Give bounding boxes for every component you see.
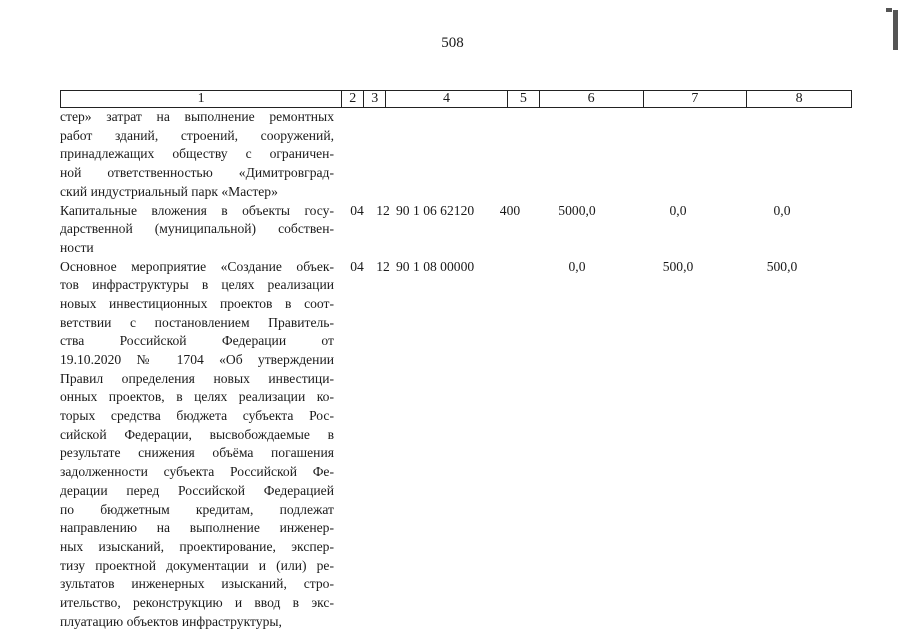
text-line: по бюджетным кредитам, подлежат <box>60 501 334 517</box>
text-line: Основное мероприятие «Создание объек- <box>60 258 334 274</box>
header-col-1: 1 <box>61 91 342 107</box>
text-line: ности <box>60 239 94 255</box>
text-line: дарственной (муниципальной) собствен- <box>60 221 334 237</box>
table-row <box>60 108 852 202</box>
header-col-6: 6 <box>540 91 644 107</box>
cell-c3: 12 <box>376 258 390 274</box>
text-line: ветствии с постановлением Правитель- <box>60 314 334 330</box>
cell-c7: 0,0 <box>669 202 687 218</box>
cell-c6: 5000,0 <box>558 202 596 218</box>
text-line: онных проектов, в целях реализации ко- <box>60 389 334 405</box>
text-line: новых инвестиционных проектов в соот- <box>60 295 334 311</box>
text-line: стер» затрат на выполнение ремонтных <box>60 109 334 124</box>
text-line: плуатацию объектов инфраструктуры, <box>60 613 282 629</box>
text-line: работ зданий, строений, сооружений, <box>60 127 334 143</box>
row-description <box>60 258 334 632</box>
text-line: 19.10.2020 № 1704 «Об утверждении <box>60 352 334 368</box>
text-line: ных изысканий, проектирование, экспер- <box>60 538 334 554</box>
page-number: 508 <box>441 35 464 51</box>
text-line: результате снижения объёма погашения <box>60 445 334 461</box>
text-line: ительство, реконструкцию и ввод в экс- <box>60 594 334 610</box>
scan-mark <box>893 10 898 50</box>
row-description <box>60 108 334 201</box>
text-line: направлению на выполнение инженер- <box>60 520 334 536</box>
table-row <box>60 202 852 258</box>
header-col-7: 7 <box>644 91 748 107</box>
text-line: зультатов инженерных изысканий, стро- <box>60 576 334 592</box>
cell-c8: 500,0 <box>766 258 798 274</box>
cell-c2: 04 <box>350 202 364 218</box>
cell-c3: 12 <box>376 202 390 218</box>
text-line: ной ответственностью «Димитровград- <box>60 165 334 181</box>
row-description <box>60 202 334 258</box>
text-line: тов инфраструктуры в целях реализации <box>60 277 334 293</box>
text-line: принадлежащих обществу с ограничен- <box>60 146 334 162</box>
scan-mark <box>886 8 892 12</box>
text-line: тизу проектной документации и (или) ре- <box>60 557 334 573</box>
text-line: дерации перед Российской Федерацией <box>60 482 334 498</box>
table-body <box>60 108 852 632</box>
cell-c4: 90 1 06 62120 <box>396 202 475 218</box>
text-line: Капитальные вложения в объекты госу- <box>60 202 334 218</box>
cell-c7: 500,0 <box>662 258 694 274</box>
text-line: ства Российской Федерации от <box>60 333 334 349</box>
header-col-4: 4 <box>386 91 508 107</box>
cell-c8: 0,0 <box>773 202 791 218</box>
text-line: сийской Федерации, высвобождаемые в <box>60 426 334 442</box>
text-line: торых средства бюджета субъекта Рос- <box>60 408 334 424</box>
cell-c6: 0,0 <box>568 258 586 274</box>
header-col-3: 3 <box>364 91 386 107</box>
cell-c5: 400 <box>499 202 521 218</box>
header-col-5: 5 <box>508 91 540 107</box>
cell-c4: 90 1 08 00000 <box>396 258 475 274</box>
table-row <box>60 258 852 632</box>
table-header-row <box>60 90 852 108</box>
cell-c2: 04 <box>350 258 364 274</box>
text-line: Правил определения новых инвестици- <box>60 370 334 386</box>
header-col-2: 2 <box>342 91 364 107</box>
header-col-8: 8 <box>795 91 803 106</box>
text-line: задолженности субъекта Российской Фе- <box>60 464 334 480</box>
text-line: ский индустриальный парк «Мастер» <box>60 183 278 199</box>
